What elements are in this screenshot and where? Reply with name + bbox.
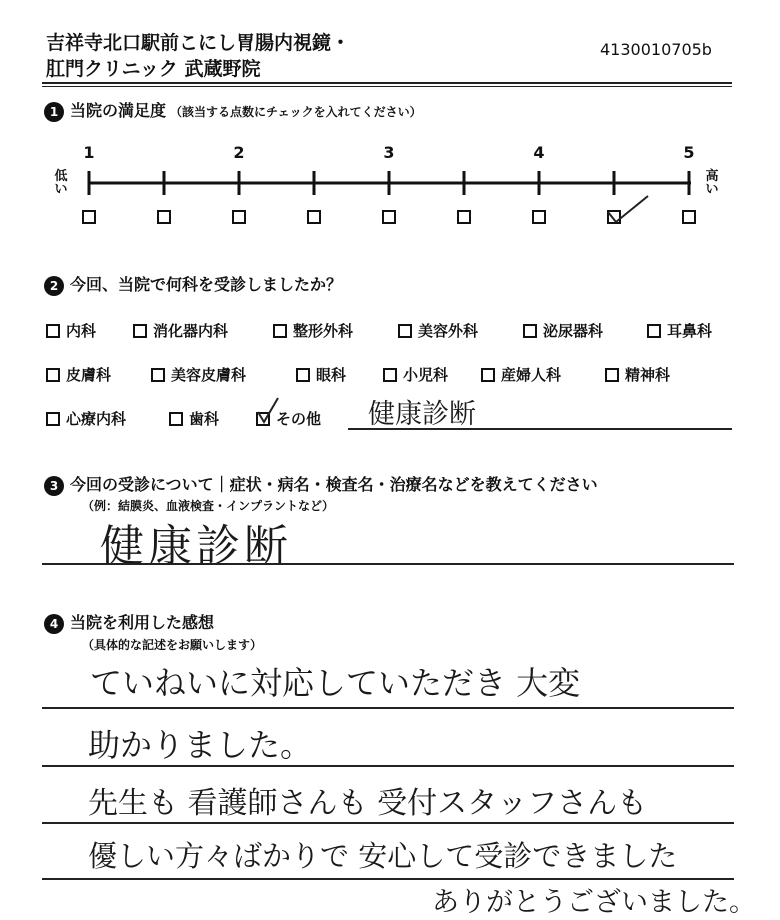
q4-title: 当院を利用した感想: [70, 613, 215, 632]
q3-title: 今回の受診について｜症状・病名・検査名・治療名などを教えてください: [70, 475, 598, 494]
q4-answer-line-5: ありがとうございました。: [432, 887, 756, 918]
dept-option-label: 皮膚科: [66, 366, 112, 384]
q3-example: （例：結膜炎、血液検査・インプラントなど）: [82, 499, 335, 513]
q4-ruled-line: [42, 822, 734, 824]
dept-option[interactable]: [398, 320, 478, 341]
satisfaction-checkbox[interactable]: [157, 210, 171, 224]
dept-checkbox[interactable]: [647, 324, 661, 338]
q4-answer-line-1: ていねいに対応していただき 大変: [90, 664, 581, 702]
dept-option-label: 心療内科: [66, 410, 127, 428]
q4-answer-line-4: 優しい方々ばかりで 安心して受診できました: [88, 839, 678, 873]
dept-option[interactable]: [523, 320, 603, 341]
satisfaction-checkbox[interactable]: [682, 210, 696, 224]
q4-answer-line-3: 先生も 看護師さんも 受付スタッフさんも: [88, 786, 648, 821]
other-dept-answer: 健康診断: [368, 399, 476, 430]
q1-note: （該当する点数にチェックを入れてください）: [170, 105, 422, 119]
q1-heading: [44, 98, 422, 122]
q3-answer: 健康診断: [100, 521, 292, 572]
q2-title: 今回、当院で何科を受診しましたか？: [70, 275, 343, 294]
high-label: 高い: [705, 169, 719, 197]
dept-option[interactable]: [46, 408, 126, 429]
dept-option[interactable]: [383, 364, 448, 385]
dept-option-label: 歯科: [189, 410, 220, 428]
dept-checkbox[interactable]: [398, 324, 412, 338]
dept-option-label: 耳鼻科: [667, 322, 713, 340]
dept-option-label: 泌尿器科: [543, 322, 604, 340]
other-answer-line: [348, 428, 732, 430]
dept-option-label: 美容外科: [418, 322, 479, 340]
scale-label-5: 5: [683, 143, 695, 162]
q4-ruled-line: [42, 765, 734, 767]
low-label: 低い: [54, 169, 68, 197]
dept-option-label: 整形外科: [293, 322, 354, 340]
satisfaction-checkbox[interactable]: [382, 210, 396, 224]
dept-option-label: 内科: [66, 322, 97, 340]
q3-heading: [44, 472, 598, 496]
clinic-name: [46, 30, 350, 82]
q1-title: 当院の満足度: [70, 101, 167, 120]
q2-heading: [44, 272, 342, 296]
q4-number-badge: 4: [44, 614, 64, 634]
dept-checkbox[interactable]: [481, 368, 495, 382]
dept-checkbox[interactable]: [46, 412, 60, 426]
dept-checkbox[interactable]: [151, 368, 165, 382]
dept-option[interactable]: [169, 408, 219, 429]
dept-checkbox[interactable]: [523, 324, 537, 338]
clinic-name-line1: 吉祥寺北口駅前こにし胃腸内視鏡・: [46, 32, 351, 54]
document-id: 4130010705b: [600, 40, 712, 59]
header-rule-thin: [42, 86, 732, 87]
dept-option-label: その他: [276, 410, 322, 428]
dept-option[interactable]: [151, 364, 246, 385]
dept-option[interactable]: [481, 364, 561, 385]
dept-option-label: 精神科: [625, 366, 671, 384]
dept-checkbox[interactable]: [46, 324, 60, 338]
dept-checkbox[interactable]: [46, 368, 60, 382]
dept-option[interactable]: [296, 364, 346, 385]
q4-note: （具体的な記述をお願いします）: [82, 638, 263, 652]
satisfaction-checkbox[interactable]: [82, 210, 96, 224]
dept-option[interactable]: [46, 364, 111, 385]
q3-answer-line: [42, 563, 734, 565]
dept-checkbox[interactable]: [296, 368, 310, 382]
scale-label-1: 1: [83, 143, 95, 162]
q4-heading: [44, 610, 214, 634]
scale-label-3: 3: [383, 143, 395, 162]
scale-label-2: 2: [233, 143, 245, 162]
satisfaction-checkbox[interactable]: [457, 210, 471, 224]
dept-option[interactable]: [647, 320, 712, 341]
clinic-name-line2: 肛門クリニック 武蔵野院: [46, 58, 261, 80]
dept-option[interactable]: [273, 320, 353, 341]
q3-number-badge: 3: [44, 476, 64, 496]
dept-checkbox[interactable]: [133, 324, 147, 338]
dept-checkbox[interactable]: [273, 324, 287, 338]
dept-option[interactable]: [133, 320, 228, 341]
handwritten-check-mark: [604, 192, 654, 228]
q4-answer-line-2: 助かりました。: [88, 726, 313, 764]
satisfaction-checkbox[interactable]: [532, 210, 546, 224]
satisfaction-checkbox[interactable]: [232, 210, 246, 224]
dept-option[interactable]: [605, 364, 670, 385]
handwritten-check-mark: [254, 396, 282, 426]
dept-checkbox[interactable]: [169, 412, 183, 426]
q1-number-badge: 1: [44, 102, 64, 122]
dept-option-label: 美容皮膚科: [171, 366, 247, 384]
scale-label-4: 4: [533, 143, 545, 162]
dept-option[interactable]: [46, 320, 96, 341]
dept-checkbox[interactable]: [383, 368, 397, 382]
dept-option-label: 眼科: [316, 366, 347, 384]
dept-checkbox[interactable]: [605, 368, 619, 382]
q4-ruled-line: [42, 707, 734, 709]
dept-option-label: 消化器内科: [153, 322, 229, 340]
dept-option-label: 産婦人科: [501, 366, 562, 384]
q2-number-badge: 2: [44, 276, 64, 296]
satisfaction-checkbox[interactable]: [307, 210, 321, 224]
dept-option-label: 小児科: [403, 366, 449, 384]
header-rule: [42, 82, 732, 84]
